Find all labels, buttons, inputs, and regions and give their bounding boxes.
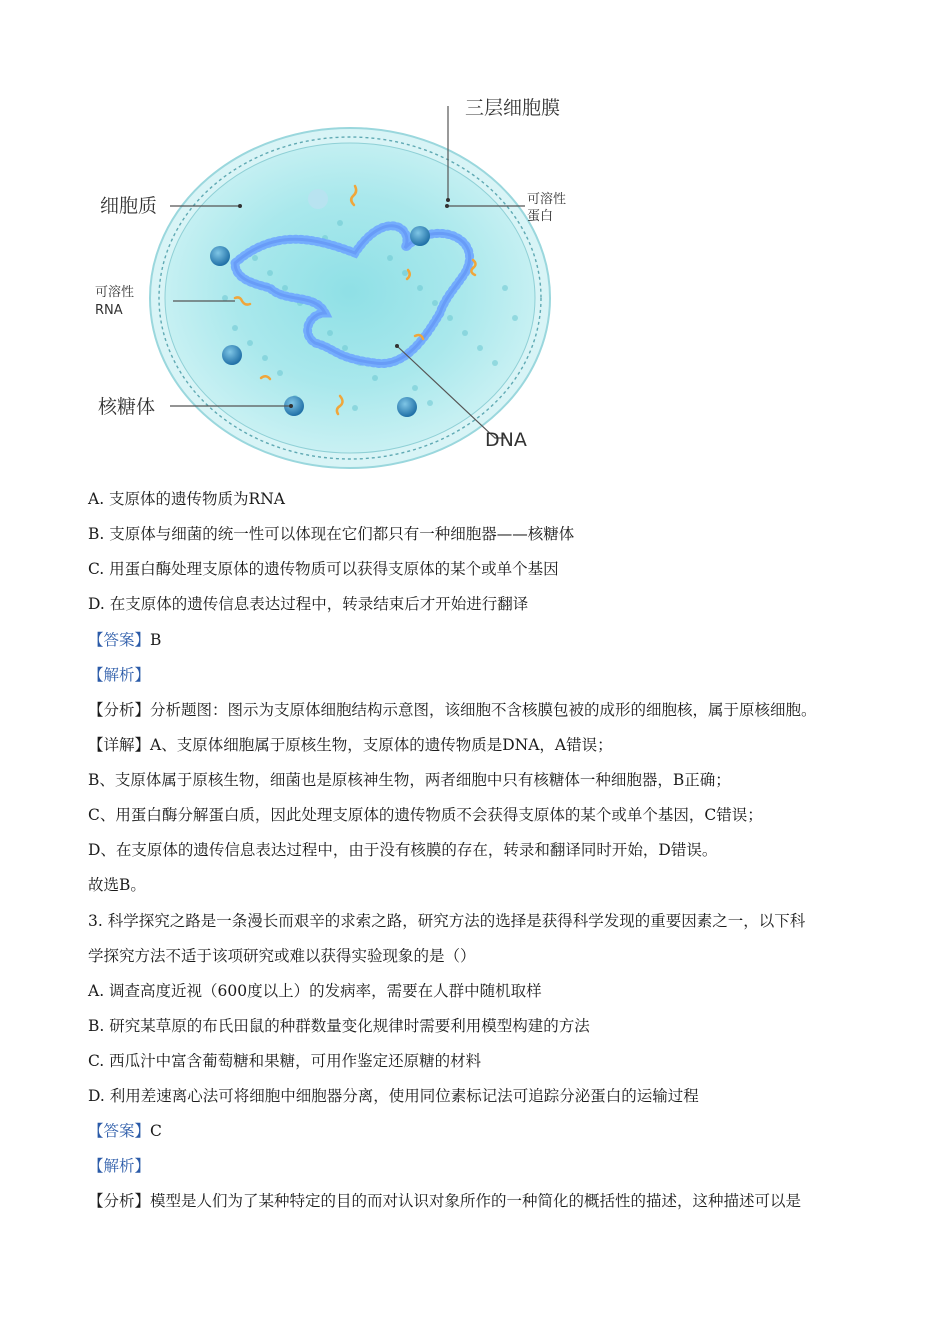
q2-explain-line xyxy=(88,665,150,685)
q2-answer: B xyxy=(150,631,162,649)
q3-analysis-tag: 【分析】 xyxy=(88,1192,151,1210)
label-soluble-rna-2: RNA xyxy=(95,303,123,318)
q2-detail-tag: 【详解】 xyxy=(88,736,151,754)
q2-detail-line xyxy=(88,735,613,755)
q2-detail-a: A、支原体细胞属于原核生物，支原体的遗传物质是DNA，A错误； xyxy=(150,736,613,754)
label-membrane: 三层细胞膜 xyxy=(465,97,561,119)
q2-option-d: D. 在支原体的遗传信息表达过程中，转录结束后才开始进行翻译 xyxy=(88,595,529,613)
label-dna: DNA xyxy=(485,429,527,451)
q3-answer: C xyxy=(150,1122,162,1140)
q2-option-c: C. 用蛋白酶处理支原体的遗传物质可以获得支原体的某个或单个基因 xyxy=(88,560,559,578)
cell-diagram xyxy=(85,88,605,473)
q3-option-d: D. 利用差速离心法可将细胞中细胞器分离，使用同位素标记法可追踪分泌蛋白的运输过程 xyxy=(88,1087,699,1105)
label-soluble-protein-1: 可溶性 xyxy=(527,192,567,207)
q3-explain-line xyxy=(88,1156,150,1176)
q2-option-b: B. 支原体与细菌的统一性可以体现在它们都只有一种细胞器——核糖体 xyxy=(88,525,575,543)
q2-detail-b: B、支原体属于原核生物，细菌也是原核神生物，两者细胞中只有核糖体一种细胞器，B正确； xyxy=(88,771,731,789)
q3-stem-1: 3. 科学探究之路是一条漫长而艰辛的求索之路，研究方法的选择是获得科学发现的重要因素之一，以下科 xyxy=(88,912,806,930)
q3-analysis-text: 模型是人们为了某种特定的目的而对认识对象所作的一种简化的概括性的描述，这种描述可以是 xyxy=(150,1192,802,1210)
q3-stem-2: 学探究方法不适于该项研究或难以获得实验现象的是（） xyxy=(88,947,476,965)
label-soluble-rna-1: 可溶性 xyxy=(95,285,135,300)
cell-membrane xyxy=(150,128,550,468)
q2-answer-tag: 【答案】 xyxy=(88,631,151,649)
q3-analysis-line xyxy=(88,1191,801,1211)
label-soluble-protein-2: 蛋白 xyxy=(527,209,554,224)
label-ribosome: 核糖体 xyxy=(98,396,156,418)
q3-answer-tag: 【答案】 xyxy=(88,1122,151,1140)
cell-diagram-svg xyxy=(85,88,605,473)
q3-option-a: A. 调查高度近视（600度以上）的发病率，需要在人群中随机取样 xyxy=(88,982,542,1000)
q2-explain-tag: 【解析】 xyxy=(88,666,151,684)
q2-analysis-tag: 【分析】 xyxy=(88,701,151,719)
q3-answer-line xyxy=(88,1121,162,1141)
q2-option-a: A. 支原体的遗传物质为RNA xyxy=(88,490,285,508)
q2-answer-line xyxy=(88,630,161,650)
label-cytoplasm: 细胞质 xyxy=(100,195,158,217)
q2-detail-c: C、用蛋白酶分解蛋白质，因此处理支原体的遗传物质不会获得支原体的某个或单个基因，C错误； xyxy=(88,806,763,824)
q3-option-b: B. 研究某草原的布氏田鼠的种群数量变化规律时需要利用模型构建的方法 xyxy=(88,1017,590,1035)
q2-detail-d: D、在支原体的遗传信息表达过程中，由于没有核膜的存在，转录和翻译同时开始，D错误。 xyxy=(88,841,718,859)
q3-option-c: C. 西瓜汁中富含葡萄糖和果糖，可用作鉴定还原糖的材料 xyxy=(88,1052,482,1070)
q2-analysis-line xyxy=(88,700,817,720)
q2-conclusion: 故选B。 xyxy=(88,876,146,894)
q2-analysis-text: 分析题图：图示为支原体细胞结构示意图，该细胞不含核膜包被的成形的细胞核，属于原核细胞。 xyxy=(150,701,817,719)
q3-explain-tag: 【解析】 xyxy=(88,1157,151,1175)
